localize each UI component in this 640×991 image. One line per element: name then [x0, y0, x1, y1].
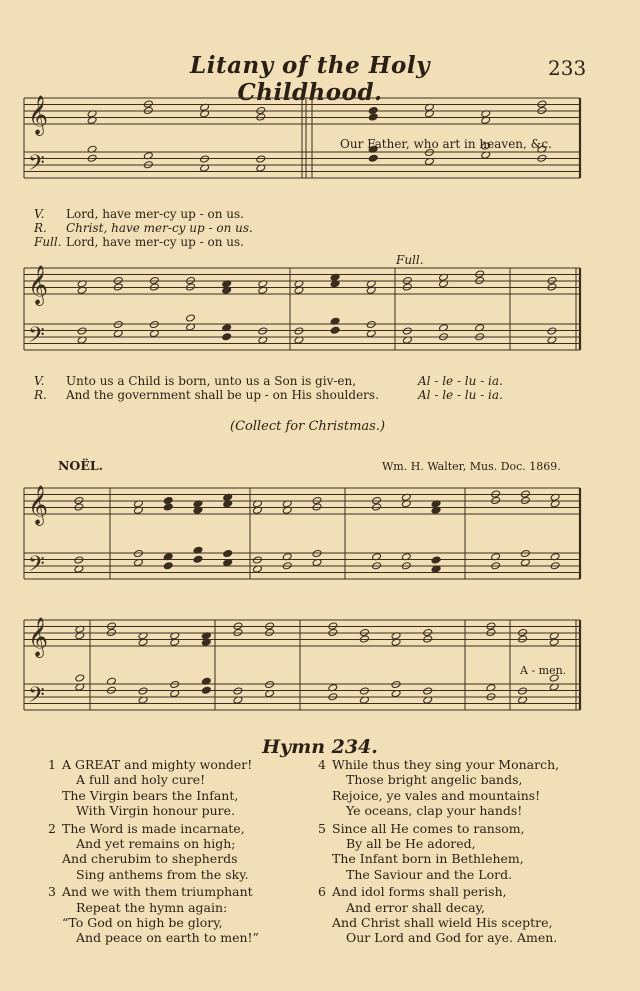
hymn-title: Hymn 234.: [262, 736, 378, 758]
verse-line: [48, 867, 259, 882]
tune-name: NOËL.: [58, 458, 103, 473]
verse-text: The Infant born in Bethlehem,: [332, 851, 524, 867]
litany-text: Unto us a Child is born, unto us a Son is giv-en,: [66, 374, 357, 388]
verse-text: “To God on high be glory,: [62, 915, 223, 931]
litany-label: V.: [34, 374, 45, 388]
litany-line-4: [34, 374, 356, 388]
verse-line: [48, 930, 259, 945]
verse-line: [318, 867, 559, 882]
verse-line: [318, 915, 559, 930]
verse-text: And cherubim to shepherds: [62, 851, 238, 867]
verse-line: [318, 851, 559, 866]
verse-text: Our Lord and God for aye. Amen.: [346, 930, 558, 946]
litany-right-text: Our Father, who art in heaven, &c.: [340, 137, 552, 151]
litany-label: R.: [34, 221, 47, 235]
page-number: 233: [548, 56, 587, 80]
verse-text: And peace on earth to men!”: [76, 930, 259, 946]
litany-text: Lord, have mer-cy up - on us.: [66, 235, 244, 249]
verse-text: Sing anthems from the sky.: [76, 866, 249, 882]
bass-clef-icon: 𝄢: [28, 323, 45, 353]
verse-number: 5: [318, 820, 326, 836]
verse-text: With Virgin honour pure.: [76, 803, 236, 819]
verse-text: And idol forms shall perish,: [332, 884, 507, 900]
litany-text: Christ, have mer-cy up - on us.: [66, 221, 253, 235]
verse-text: A GREAT and mighty wonder!: [62, 757, 253, 772]
verse: [318, 757, 559, 819]
verse-line: [48, 788, 259, 803]
litany-label: Full.: [34, 235, 62, 249]
verse-line: [48, 821, 259, 836]
verse-text: A full and holy cure!: [76, 772, 206, 788]
verse-number: 4: [318, 757, 326, 772]
litany-line-1: [34, 207, 244, 221]
verse-line: [318, 836, 559, 851]
verse-text: And yet remains on high;: [76, 836, 236, 852]
verse-number: 1: [48, 757, 56, 772]
verse-line: [318, 772, 559, 787]
alleluia-2: Al - le - lu - ia.: [418, 388, 503, 402]
bass-clef-icon: 𝄢: [28, 552, 45, 582]
verse-line: [48, 900, 259, 915]
verse-line: [48, 772, 259, 787]
verses-left-column: [48, 757, 259, 948]
tune-composer: Wm. H. Walter, Mus. Doc. 1869.: [382, 460, 561, 473]
amen-text: A - men.: [520, 664, 567, 677]
verse-text: Repeat the hymn again:: [76, 899, 228, 915]
verse: [318, 884, 559, 946]
verse-text: The Word is made incarnate,: [62, 820, 245, 836]
treble-clef-icon: 𝄞: [28, 265, 49, 305]
verse-number: 2: [48, 820, 56, 836]
page-title: Litany of the Holy Childhood.: [190, 52, 430, 106]
verse-line: [318, 757, 559, 772]
verse-line: [318, 788, 559, 803]
litany-line-3: [34, 235, 244, 249]
verse: [48, 757, 259, 819]
verse-line: [48, 757, 259, 772]
verse-text: Rejoice, ye vales and mountains!: [332, 787, 541, 803]
verse-line: [318, 821, 559, 836]
verse-line: [318, 884, 559, 899]
verses-right-column: [318, 757, 559, 948]
verse-line: [48, 851, 259, 866]
verse-line: [318, 803, 559, 818]
verse-number: 6: [318, 884, 326, 900]
verse-line: [48, 836, 259, 851]
litany-text: And the government shall be up - on His shoulders.: [66, 388, 379, 402]
verse-text: The Saviour and the Lord.: [346, 866, 513, 882]
litany-text: Lord, have mer-cy up - on us.: [66, 207, 244, 221]
litany-label: R.: [34, 388, 47, 402]
verse-text: While thus they sing your Monarch,: [332, 757, 560, 772]
treble-clef-icon: 𝄞: [28, 485, 49, 525]
verse-text: By all be He adored,: [346, 836, 476, 852]
verse: [48, 884, 259, 946]
verse-text: Those bright angelic bands,: [346, 772, 523, 788]
litany-line-2: [34, 221, 253, 235]
treble-clef-icon: 𝄞: [28, 617, 49, 657]
verse-text: And Christ shall wield His sceptre,: [332, 915, 553, 931]
full-marking: Full.: [396, 253, 424, 267]
verse-line: [318, 900, 559, 915]
verse-text: And error shall decay,: [346, 899, 485, 915]
litany-label: V.: [34, 207, 45, 221]
verse-line: [48, 915, 259, 930]
verse-text: Ye oceans, clap your hands!: [346, 803, 523, 819]
verse-number: 3: [48, 884, 56, 900]
alleluia-1: Al - le - lu - ia.: [418, 374, 503, 388]
bass-clef-icon: 𝄢: [28, 683, 45, 713]
verse: [318, 821, 559, 883]
verse: [48, 821, 259, 883]
bass-clef-icon: 𝄢: [28, 151, 45, 181]
verse-line: [48, 884, 259, 899]
collect-note: (Collect for Christmas.): [230, 419, 386, 434]
verse-line: [318, 930, 559, 945]
litany-line-5: [34, 388, 379, 402]
verse-text: The Virgin bears the Infant,: [62, 787, 239, 803]
verse-text: And we with them triumphant: [62, 884, 253, 900]
verse-text: Since all He comes to ransom,: [332, 820, 525, 836]
verse-line: [48, 803, 259, 818]
treble-clef-icon: 𝄞: [28, 95, 49, 135]
